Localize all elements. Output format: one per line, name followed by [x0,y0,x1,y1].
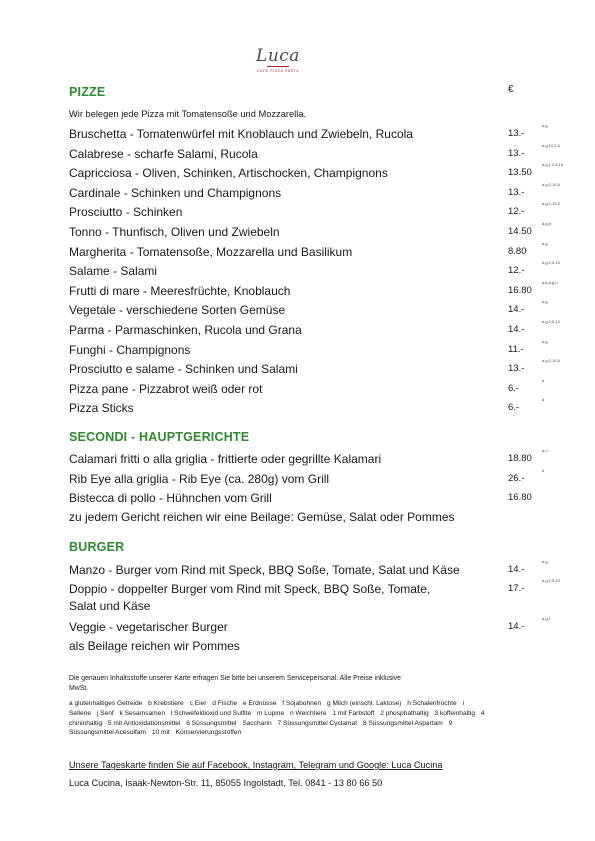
item-allergen-codes: a,n [542,448,548,453]
item-name: Calabrese - scharfe Salami, Rucola [69,146,258,161]
item-allergen-codes: a,g,2,5,10 [542,260,560,266]
logo-subtitle: CAFE PIZZA PASTA [256,69,300,73]
item-name: Calamari fritti o alla griglia - frittierte oder gegrillte Kalamari [69,452,382,466]
item-allergen-codes: a,g,d [542,221,551,226]
allergen-entry: d Fische [212,700,238,707]
menu-item [69,181,569,202]
item-allergen-codes: a,g,2,5,10 [542,319,560,324]
allergen-entry: a glutenhaltiges Getreide [69,700,143,707]
allergen-entry: c Eier [189,700,207,707]
burger-side-note: als Beilage reichen wir Pommes [69,639,240,653]
menu-item [69,448,569,468]
item-price: 26.- [508,472,525,484]
item-allergen-codes: a [542,467,545,473]
item-name: Doppio - doppelter Burger vom Rind mit Speck, BBQ Soße, Tomate, [69,582,431,596]
restaurant-address: Luca Cucina, Isaak-Newton-Str. 11, 85055 Ingolstadt, Tel. 0841 - 13 80 66 50 [69,778,383,788]
menu-item [69,279,569,300]
item-price: 16.80 [508,284,532,296]
menu-item [69,162,569,182]
item-price: 13.- [508,186,525,198]
allergen-entry: j Senf [96,709,114,717]
restaurant-logo [252,46,304,73]
allergen-legend [69,699,489,738]
item-name: Prosciutto - Schinken [69,205,183,220]
section-title-pizze: PIZZE [69,85,106,99]
item-price: 12.- [508,265,525,277]
currency-symbol: € [508,84,514,95]
item-price: 18.80 [508,453,532,464]
item-name-continued: Salat und Käse [69,599,151,613]
allergen-entry: Saccharin [242,719,272,727]
item-allergen-codes: a,g,f [542,616,550,621]
menu-item [69,491,569,507]
allergen-entry: 2 phosphathaltig [380,709,429,717]
item-price: 13.- [508,363,525,375]
menu-item [69,578,569,614]
allergen-entry: 4 chininhaltig [69,709,485,727]
menu-item [69,201,569,221]
item-price: 13.- [508,128,525,139]
menu-item [69,377,569,398]
menu-item [69,358,569,378]
item-name: Cardinale - Schinken und Champignons [69,185,282,200]
menu-item [69,338,569,359]
item-name: Bruschetta - Tomatenwürfel mit Knoblauch und Zwiebeln, Rucola [69,127,413,141]
menu-item [69,616,569,636]
allergen-entry: e Erdnüsse [243,700,277,707]
menu-item [69,221,569,241]
item-price: 6.- [508,402,520,414]
item-allergen-codes: a,g [542,123,548,128]
item-price: 14.- [508,564,525,575]
allergen-entry: l Schwefeldioxid und Sulfite [170,709,252,717]
allergen-entry: f Sojabohnen [282,700,322,707]
menu-item [69,142,569,163]
allergen-entry: i Sellerie [69,700,465,717]
allergen-entry: g Milch (einschl. Laktose) [326,700,402,707]
item-price: 14.- [508,621,525,632]
item-allergen-codes: a,g [542,299,548,305]
item-name: Salame - Salami [69,264,158,279]
allergen-entry: 7 Süssungsmittel Cyclamat [277,719,358,727]
item-price: 14.- [508,304,525,316]
menu-item [69,319,569,339]
item-allergen-codes: a,g,2,10,5 [542,358,560,364]
item-name: Prosciutto e salame - Schinken und Salami [69,362,298,377]
menu-item [69,260,569,280]
section-title-secondi: SECONDI - HAUPTGERICHTE [69,430,250,444]
item-price: 17.- [508,583,525,594]
item-name: Funghi - Champignons [69,342,191,357]
item-price: 16.80 [508,492,532,503]
allergen-entry: h Schalenfrüchte [407,700,457,707]
item-price: 11.- [508,343,524,355]
allergen-entry: 6 Süssungsmittel [186,719,237,727]
item-name: Rib Eye alla griglia - Rib Eye (ca. 280g) vom Grill [69,471,330,486]
allergen-entry: m Lupine [256,709,285,717]
item-price: 13.50 [508,167,532,179]
item-allergen-codes: a,g [542,559,548,564]
item-name: Pizza pane - Pizzabrot weiß oder rot [69,381,263,396]
item-price: 12.- [508,206,525,218]
menu-item [69,559,569,579]
item-allergen-codes: a [542,377,545,383]
menu-item [69,397,569,417]
item-allergen-codes: a,g [542,240,548,246]
item-name: Pizza Sticks [69,401,134,416]
item-name: Capricciosa - Oliven, Schinken, Artischocken, Champignons [69,166,388,181]
item-price: 14.50 [508,226,532,237]
item-name: Tonno - Thunfisch, Oliven und Zwiebeln [69,225,280,239]
item-name: Frutti di mare - Meeresfrüchte, Knoblauch [69,283,291,298]
item-allergen-codes: a,g,10,2,5 [542,142,560,148]
item-allergen-codes: a,g [542,338,548,344]
allergen-entry: 1 mit Farbstoff [332,709,375,717]
secondi-side-note: zu jedem Gericht reichen wir eine Beilage: Gemüse, Salat oder Pommes [69,510,455,524]
ingredients-info-line: MwSt. [69,685,89,692]
social-media-link[interactable]: Unsere Tageskarte finden Sie auf Facebook, Instagram, Telegram und Google: Luca Cucina [69,760,443,770]
item-allergen-codes: a,g,1,2,5,10 [542,162,564,168]
allergen-entry: 9 Süssungsmittel Acesulfam [69,719,453,737]
item-allergen-codes: a [542,397,545,403]
allergen-entry: 10 mit [151,729,170,737]
item-name: Bistecca di pollo - Hühnchen vom Grill [69,491,272,505]
allergen-entry: 5 mit Antioxidationsmittel [107,719,181,727]
item-allergen-codes: a,b,d,g,n [542,279,558,285]
item-allergen-codes: a,g,2,10,5 [542,181,560,187]
item-price: 13.- [508,147,525,159]
menu-item [69,299,569,319]
item-allergen-codes: a,g,2,10,5 [542,201,560,207]
menu-item [69,240,569,261]
menu-item [69,123,569,143]
logo-divider [267,66,289,67]
item-price: 6.- [508,382,520,394]
item-allergen-codes: a,g,2,5,10 [542,578,560,583]
item-name: Margherita - Tomatensoße, Mozzarella und Basilikum [69,244,353,259]
allergen-entry: b Krebstiere [148,700,184,707]
item-price: 14.- [508,324,525,335]
section-title-burger: BURGER [69,540,125,554]
allergen-entry: k Sesamsamen [119,709,166,717]
item-name: Manzo - Burger vom Rind mit Speck, BBQ Soße, Tomate, Salat und Käse [69,563,460,577]
item-name: Veggie - vegetarischer Burger [69,620,228,634]
item-name: Parma - Parmaschinken, Rucola und Grana [69,323,302,337]
ingredients-info-line: Die genauen Inhaltsstoffe unserer Karte erfragen Sie bitte bei unserem Servicepersonal. Alle Preise inklusive [69,675,401,682]
logo-wordmark: Luca [256,46,300,66]
allergen-entry: 3 koffeinhaltig [434,709,476,717]
pizze-intro: Wir belegen jede Pizza mit Tomatensoße und Mozzarella. [69,109,307,119]
allergen-entry: Konservierungsstoffen [175,729,242,737]
item-name: Vegetale - verschiedene Sorten Gemüse [69,303,286,318]
allergen-entry: n Weichtiere [289,709,327,717]
allergen-entry: 8 Süssungsmittel Aspartam [362,719,443,727]
ingredients-info [69,674,499,694]
menu-item [69,467,569,488]
item-price: 8.80 [508,245,527,257]
